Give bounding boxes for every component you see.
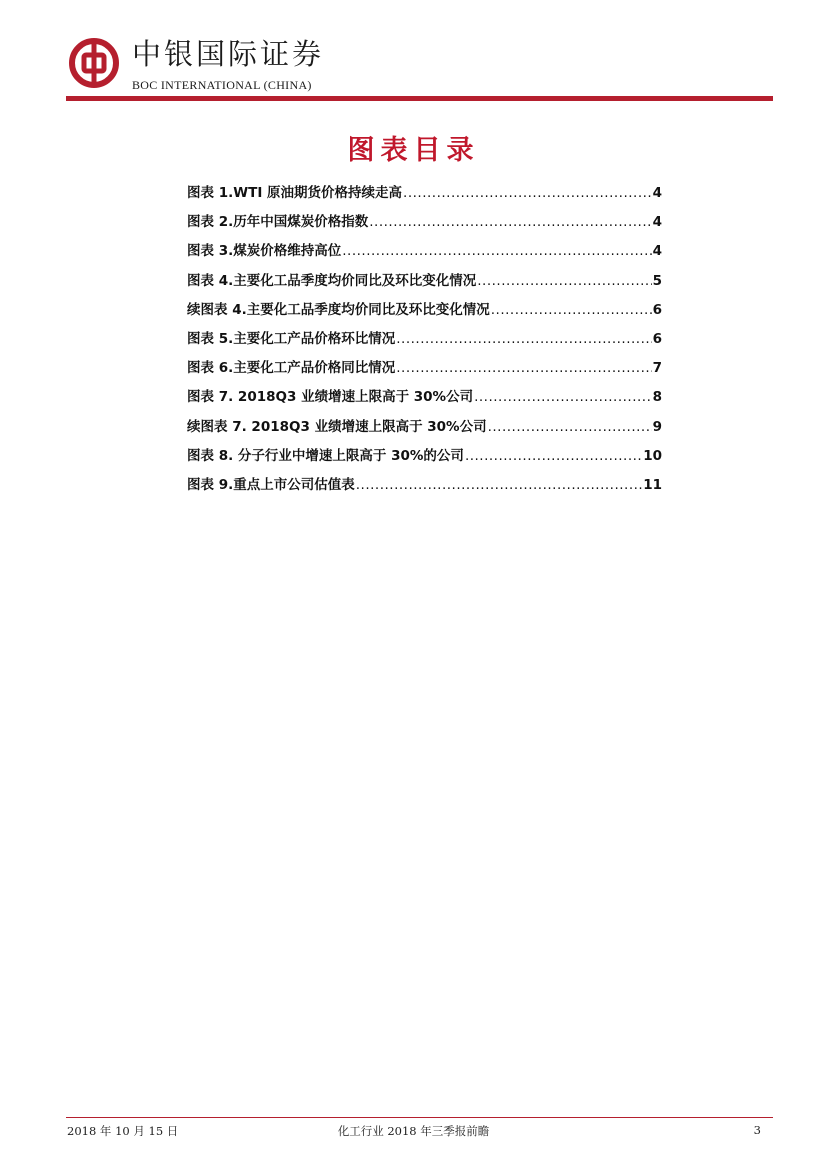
toc-list (187, 181, 662, 502)
toc-entry[interactable] (187, 181, 662, 210)
toc-dot-leader (356, 477, 642, 493)
toc-entry[interactable] (187, 210, 662, 239)
toc-entry[interactable] (187, 473, 662, 502)
toc-entry[interactable] (187, 298, 662, 327)
toc-entry-page: 10 (643, 447, 662, 464)
toc-dot-leader (396, 360, 651, 376)
toc-entry-page: 4 (652, 214, 662, 231)
toc-entry-label: 图表 9.重点上市公司估值表 (187, 476, 355, 493)
toc-entry-page: 4 (652, 243, 662, 260)
toc-dot-leader (488, 419, 652, 435)
toc-entry-label: 图表 8. 分子行业中增速上限高于 30%的公司 (187, 447, 464, 464)
toc-dot-leader (477, 273, 651, 289)
toc-dot-leader (491, 302, 652, 318)
toc-entry-page: 6 (652, 301, 662, 318)
toc-entry-label: 图表 7. 2018Q3 业绩增速上限高于 30%公司 (187, 389, 474, 406)
toc-entry-page: 9 (652, 418, 662, 435)
toc-entry-label: 续图表 4.主要化工品季度均价同比及环比变化情况 (187, 301, 490, 318)
toc-entry-page: 4 (652, 185, 662, 201)
toc-entry[interactable] (187, 327, 662, 356)
toc-entry-label: 图表 1.WTI 原油期货价格持续走高 (187, 185, 403, 201)
toc-entry[interactable] (187, 356, 662, 385)
toc-entry-page: 11 (643, 476, 662, 493)
toc-entry[interactable] (187, 444, 662, 473)
header-divider (66, 96, 773, 101)
toc-entry-page: 5 (652, 272, 662, 289)
toc-entry-label: 图表 3.煤炭价格维持高位 (187, 243, 342, 260)
brand-name-cn: 中银国际证券 (132, 37, 325, 71)
footer-divider (66, 1117, 773, 1118)
toc-entry[interactable] (187, 385, 662, 414)
toc-entry-label: 图表 4.主要化工品季度均价同比及环比变化情况 (187, 272, 477, 289)
toc-entry-page: 7 (652, 360, 662, 377)
toc-title: 图表目录 (347, 135, 480, 166)
toc-entry-page: 8 (652, 389, 662, 406)
brand-name-en: BOC INTERNATIONAL (CHINA) (132, 78, 312, 92)
toc-entry[interactable] (187, 269, 662, 298)
toc-dot-leader (369, 214, 651, 230)
toc-entry-label: 图表 6.主要化工产品价格同比情况 (187, 360, 396, 377)
toc-dot-leader (396, 331, 651, 347)
toc-dot-leader (465, 448, 642, 464)
footer-page-number: 3 (753, 1123, 761, 1137)
toc-dot-leader (342, 243, 651, 259)
toc-entry-page: 6 (652, 330, 662, 347)
toc-entry-label: 续图表 7. 2018Q3 业绩增速上限高于 30%公司 (187, 418, 487, 435)
footer-date: 2018 年 10 月 15 日 (67, 1124, 179, 1138)
toc-entry[interactable] (187, 415, 662, 444)
toc-dot-leader (403, 185, 652, 201)
toc-dot-leader (474, 389, 652, 405)
toc-entry-label: 图表 5.主要化工产品价格环比情况 (187, 330, 396, 347)
toc-entry-label: 图表 2.历年中国煤炭价格指数 (187, 214, 369, 231)
toc-entry[interactable] (187, 239, 662, 268)
boc-logo-icon (69, 38, 119, 88)
footer-report-title: 化工行业 2018 年三季报前瞻 (337, 1124, 490, 1138)
